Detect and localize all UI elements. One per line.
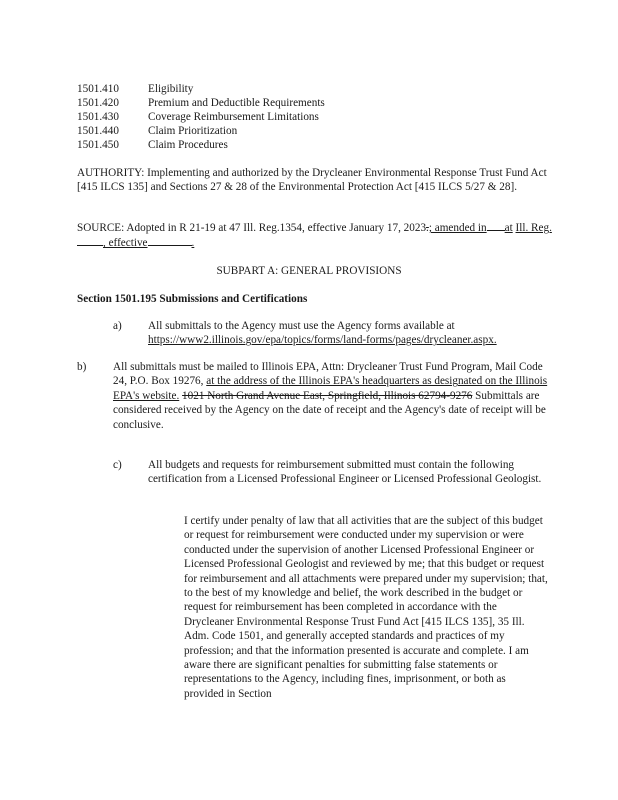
item-b-tail: Submittals are considered received by the Agency on the date of receipt and the Agency's date of receipt will be conclusive. [113,389,546,431]
item-c-label: c) [113,459,122,471]
toc-title: Claim Prioritization [148,125,238,137]
item-b-deleted-address: 1021 North Grand Avenue East, Springfield, Illinois 62794-9276 [182,389,473,402]
item-b-lead: All submittals must be mailed to Illinois EPA, Attn: Drycleaner Trust Fund Program, Mail Code 24, P.O. Box 19276, [113,361,543,388]
source-amended: ; amended in [428,222,487,234]
source-at: at [504,222,513,234]
toc-title: Claim Procedures [148,139,228,151]
toc-number: 1501.440 [77,125,119,137]
item-b-added-address: at the address of the Illinois EPA's headquarters as designated on the Illinois EPA's website. [113,375,548,402]
item-b-body [113,360,553,432]
agency-forms-link[interactable]: https://www2.illinois.gov/epa/topics/forms/land-forms/pages/drycleaner.aspx. [148,334,497,347]
source-ill-reg: Ill. Reg. [515,222,552,234]
toc-number: 1501.410 [77,83,119,95]
toc-title: Premium and Deductible Requirements [148,97,325,109]
subpart-heading: SUBPART A: GENERAL PROVISIONS [216,265,402,277]
source-deleted-period: . [426,222,429,234]
source-lead: SOURCE: Adopted in R 21-19 at 47 Ill. Reg.1354, effective January 17, 2023 [77,222,427,234]
toc-number: 1501.420 [77,97,119,109]
item-a-text: All submittals to the Agency must use the Agency forms available at [148,320,455,332]
blank-line [487,220,505,231]
item-b-label: b) [77,361,87,373]
source-period: . [191,237,195,250]
blank-line [77,235,103,246]
toc-number: 1501.430 [77,111,119,123]
certification-statement: I certify under penalty of law that all activities that are the subject of this budget or request for reimbursement were conducted under my supervision or were conducted under the supervision of another Licensed Professional Engineer or Licensed Professional Geologist and reviewed by me; that this budget or request for reimbursement and all attachments were prepared under my supervision; that, to the best of my knowledge and belief, the work described in the budget or request for reimbursement has been completed in accordance with the Drycleaner Environmental Response Trust Fund Act [415 ILCS 135], 35 Ill. Adm. Code 1501, and generally accepted standards and practices of my profession; and that the information presented is accurate and complete. I am aware there are significant penalties for submitting false statements or representations to the Agency, including fines, imprisonment, or both as provided in Section [184,515,548,700]
authority-note: AUTHORITY: Implementing and authorized by the Drycleaner Environmental Response Trust Fund Act [415 ILCS 135] and Sections 27 & 28 of the Environmental Protection Act [415 ILCS 5/27 & 28]. [77,167,547,194]
item-a-body [148,319,548,348]
source-note [77,220,552,251]
source-effective: , effective [103,237,148,250]
toc-title: Coverage Reimbursement Limitations [148,111,319,123]
section-heading: Section 1501.195 Submissions and Certifications [77,293,308,305]
item-c-body: All budgets and requests for reimbursement submitted must contain the following certification from a Licensed Professional Engineer or Licensed Professional Geologist. [148,459,542,486]
blank-line [148,235,192,246]
toc-number: 1501.450 [77,139,119,151]
toc-title: Eligibility [148,83,194,95]
item-a-label: a) [113,320,122,332]
